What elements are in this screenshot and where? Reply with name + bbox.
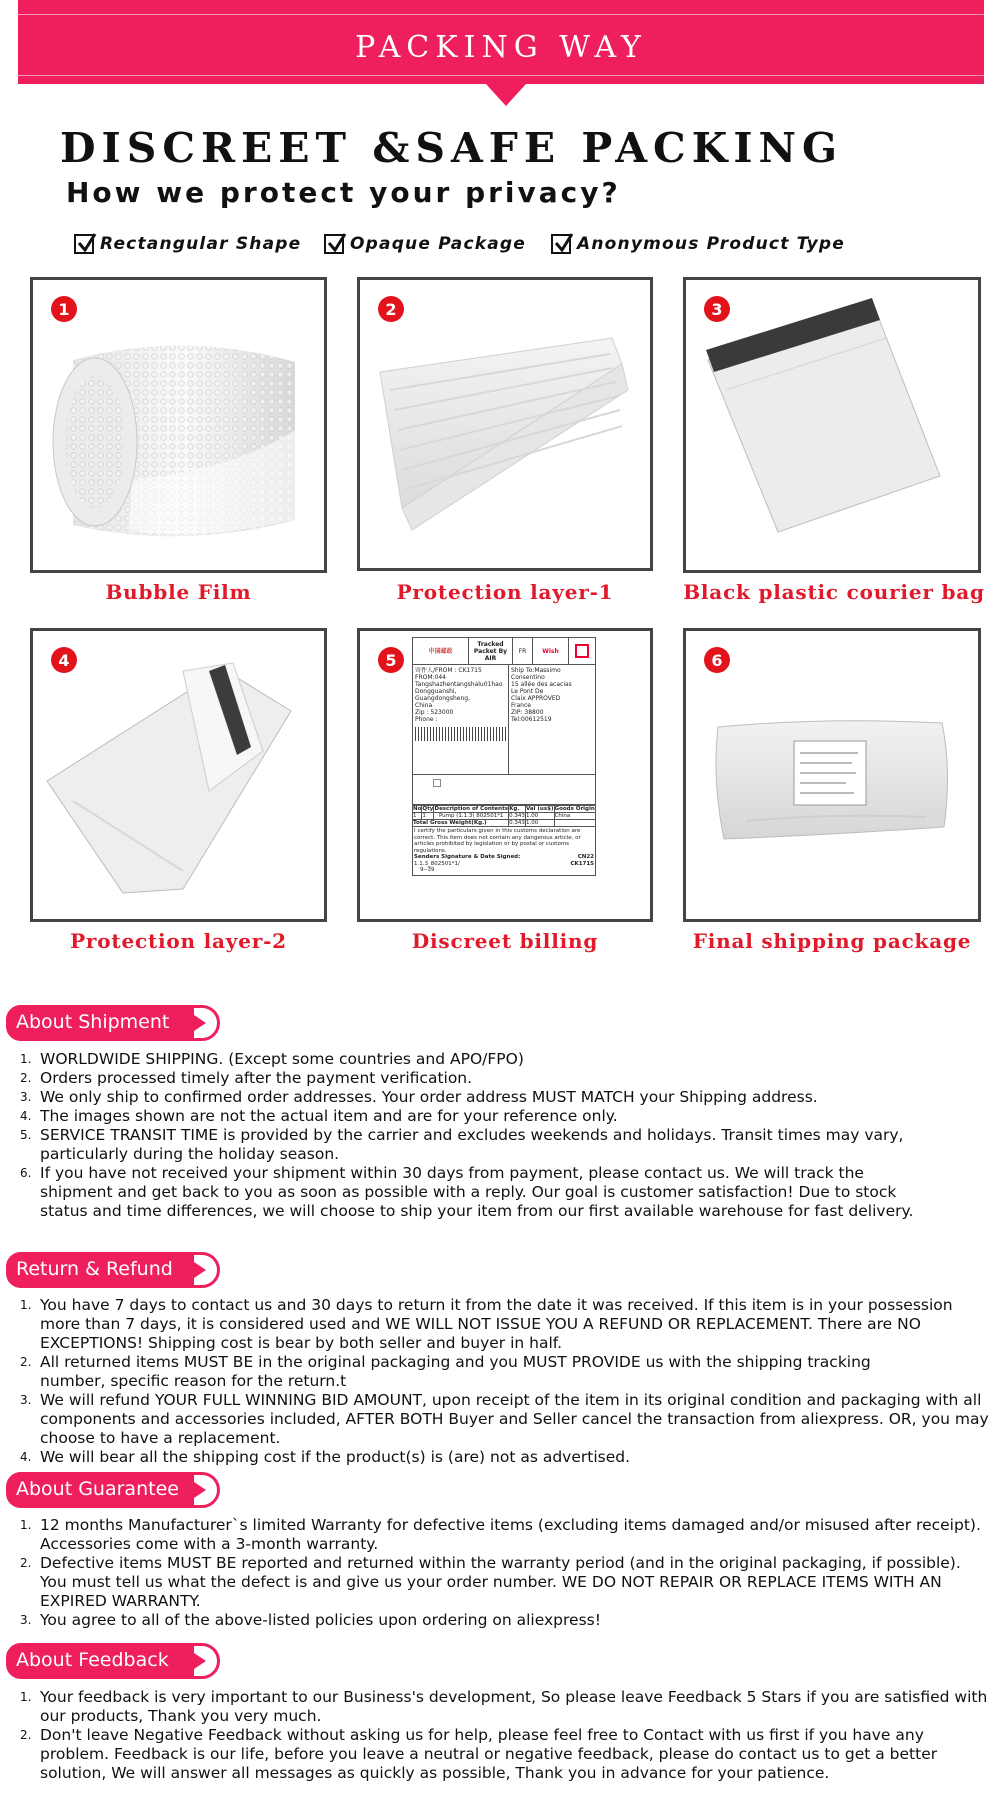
list-item: 4. We will bear all the shipping cost if the product(s) is (are) not as advertised. [20,1448,630,1466]
list-item: 2. Defective items MUST BE reported and returned within the warranty period (and in the original packaging, if possible). You must tell us what the defect is and give us your order number. WE DO NOT REPAIR OR REPLACE ITEMS WITH AN EXPIRED WARRANTY. [20,1554,961,1610]
to-line: France [511,702,531,709]
list-item-text: We will bear all the shipping cost if the product(s) is (are) not as advertised. [40,1448,630,1466]
list-item-text: SERVICE TRANSIT TIME is provided by the carrier and excludes weekends and holidays. Transit times may vary, particularly during the holiday season. [40,1126,904,1163]
from-line: China [415,702,433,709]
card-caption: Discreet billing [411,929,599,953]
stamp-icon [575,644,589,658]
list-item: 3. We will refund YOUR FULL WINNING BID AMOUNT, upon receipt of the item in its original condition and packaging with all components and accessories included, AFTER BOTH Buyer and Seller cancel the transaction from aliexpress. OR, you may choose to have a replacement. [20,1391,989,1447]
sender-code: CK1715 [570,860,594,867]
feature-label: Rectangular Shape [100,234,302,254]
card-caption: Black plastic courier bag [683,580,985,604]
card-protection-layer-2 [30,628,327,922]
to-line: ZIP: 38800 [511,709,544,716]
checkbox-checked-icon [324,234,344,254]
table-cell: 0.343 [509,813,525,819]
checkbox-checked-icon [551,234,571,254]
to-line: Claix APPROVED [511,695,561,702]
card-discreet-billing [357,628,653,922]
broken-image-icon [433,779,441,787]
courier-bag-image [686,280,978,570]
step-number-badge: 4 [51,647,77,673]
from-line: Zip : 523000 [415,709,454,716]
card-courier-bag [683,277,981,573]
step-number-badge: 5 [378,647,404,673]
section-title: About Guarantee [16,1478,179,1500]
play-arrow-icon [194,1653,206,1669]
section-title: About Shipment [16,1011,170,1033]
feature-rectangular-shape [74,230,301,258]
recipient-address [509,665,595,774]
wish-logo: Wish [533,638,569,664]
list-item-text: If you have not received your shipment within 30 days from payment, please contact us. We will track the shipment and get back to you as soon as possible with a reply. Our goal is customer satisfaction! Due to stock status and time differences, we will choose to ship your item from our first available warehouse for fast delivery. [40,1164,914,1220]
table-cell: Pump (1.1.3) 802501*1 [434,813,509,820]
list-item: 1. WORLDWIDE SHIPPING. (Except some countries and APO/FPO) [20,1050,524,1068]
image-placeholder [412,775,596,805]
to-line: Le Pont De [511,688,544,695]
play-arrow-icon [194,1482,206,1498]
item-reference-2: 9--39 [420,867,435,873]
card-caption: Protection layer-2 [70,929,287,953]
return-refund-list [18,1296,990,1467]
page-heading: DISCREET &SAFE PACKING [60,124,843,172]
china-post-logo: 中国邮政 [413,638,469,664]
table-cell: 1.00 [525,813,554,820]
list-item-text: We only ship to confirmed order addresses. Your order address MUST MATCH your Shipping address. [40,1088,818,1106]
list-item-text: The images shown are not the actual item and are for your reference only. [40,1107,618,1125]
from-line: Guangdongsheng, [415,695,470,702]
table-header: Description of Contents [434,806,508,812]
page-subheading: How we protect your privacy? [66,176,621,209]
wrapped-bag-image [33,631,324,919]
banner-bottom-rule [18,75,984,76]
list-item: 1. 12 months Manufacturer`s limited Warranty for defective items (excluding items damaged and/or misused after receipt). Accessories come with a 3-month warranty. [20,1516,981,1553]
section-tag-guarantee [6,1472,220,1508]
list-item-text: WORLDWIDE SHIPPING. (Except some countries and APO/FPO) [40,1050,524,1068]
banner-title: PACKING WAY [355,30,647,65]
list-item-text: You agree to all of the above-listed policies upon ordering on aliexpress! [40,1611,601,1629]
from-line: Tangshazhentangshalu01hao [415,681,503,688]
list-item: 1. You have 7 days to contact us and 30 days to return it from the date it was received. If this item is in your possession more than 7 days, it is considered used and WE WILL NOT ISSUE YOU A REFUND OR REPLACEMENT. There are NO EXCEPTIONS! Shipping cost is bear by both seller and buyer in half. [20,1296,953,1352]
card-final-package [683,628,981,922]
label-country: FR [513,638,533,664]
item-reference: 1.1.3_802501*1/ [414,860,460,867]
card-caption: Bubble Film [105,580,252,604]
play-arrow-icon [194,1262,206,1278]
feature-label: Anonymous Product Type [577,234,846,254]
card-bubble-film [30,277,327,573]
list-item: 3. We only ship to confirmed order addresses. Your order address MUST MATCH your Shipping address. [20,1088,818,1106]
feature-opaque-package [324,230,526,258]
foam-sheet-image [360,280,650,568]
table-header: Val (us$) [525,806,554,812]
list-item-text: You have 7 days to contact us and 30 days to return it from the date it was received. If this item is in your possession more than 7 days, it is considered used and WE WILL NOT ISSUE YOU A REFUND OR REPLACEMENT. There are NO EXCEPTIONS! Shipping cost is bear by both seller and buyer in half. [40,1296,953,1352]
to-line: Tel:00612519 [511,716,552,723]
table-cell: 1 [422,813,434,820]
list-item-text: Don't leave Negative Feedback without asking us for help, please feel free to Contact with us first if you have any problem. Feedback is our life, before you leave a neutral or negative feedback, please do contact us to get a better solution, We will answer all messages as quickly as possible, Thank you in advance for your patience. [40,1726,938,1782]
shipping-label-document [412,637,596,876]
sender-address [413,665,509,774]
step-number-badge: 3 [704,296,730,322]
table-total-label: Total Gross Weight(Kg.) [413,820,509,827]
barcode [415,727,506,741]
step-number-badge: 1 [51,296,77,322]
list-item: 2. Don't leave Negative Feedback without asking us for help, please feel free to Contact with us first if you have any problem. Feedback is our life, before you leave a neutral or negative feedback, please do contact us to get a better solution, We will answer all messages as quickly as possible, Thank you in advance for your patience. [20,1726,938,1782]
customs-declaration [412,827,596,876]
declaration-text: I certify the particulars given in this customs declaration are correct. This item does not contain any dangerous article, or articles prohibited by legislation or by postal or customs regulations. [414,828,581,854]
play-arrow-icon [194,1015,206,1031]
final-package-image [686,631,978,919]
list-item-text: 12 months Manufacturer`s limited Warranty for defective items (excluding items damaged and/or misused after receipt). Accessories come with a 3-month warranty. [40,1516,981,1553]
from-line: Phone : [415,716,438,723]
list-item-text: We will refund YOUR FULL WINNING BID AMOUNT, upon receipt of the item in its original condition and packaging with all components and accessories included, AFTER BOTH Buyer and Seller cancel the transaction from aliexpress. OR, you may choose to have a replacement. [40,1391,989,1447]
table-header: Goods Origin [554,806,595,812]
from-line: FROM:044 [415,674,446,681]
section-tag-return-refund [6,1252,220,1288]
checkbox-checked-icon [74,234,94,254]
packing-way-banner [18,0,984,84]
to-line: Ship To:Massimo [511,667,561,674]
banner-arrow-icon [486,84,526,106]
list-item: 6. If you have not received your shipment within 30 days from payment, please contact us. We will track the shipment and get back to you as soon as possible with a reply. Our goal is customer satisfaction! Due to stock status and time differences, we will choose to ship your item from our first available warehouse for fast delivery. [20,1164,914,1220]
to-line: Consentino [511,674,545,681]
list-item: 2. Orders processed timely after the payment verification. [20,1069,473,1087]
feature-label: Opaque Package [350,234,527,254]
card-caption: Final shipping package [692,929,972,953]
list-item-text: Your feedback is very important to our Business's development, So please leave Feedback 5 Stars if you are satisfied with our products, Thank you very much. [40,1688,988,1725]
table-header: Qty [422,806,434,812]
feedback-list [18,1688,990,1783]
table-total-value: 0.343 [509,820,525,826]
table-cell: 1 [413,813,422,820]
step-number-badge: 2 [378,296,404,322]
section-tag-shipment [6,1005,220,1041]
from-line: Dongguanshi, [415,688,457,695]
from-line: 寄件人/FROM : CK1715 [415,667,482,674]
list-item-text: Orders processed timely after the payment verification. [40,1069,473,1087]
table-header: No [413,806,422,812]
shipment-list [18,1050,990,1221]
list-item: 1. Your feedback is very important to our Business's development, So please leave Feedback 5 Stars if you are satisfied with our products, Thank you very much. [20,1688,988,1725]
list-item-text: Defective items MUST BE reported and returned within the warranty period (and in the original packaging, if possible). You must tell us what the defect is and give us your order number. WE DO NOT REPAIR OR REPLACE ITEMS WITH AN EXPIRED WARRANTY. [40,1554,961,1610]
bubble-film-roll-image [33,280,324,570]
cn22-label: CN22 [577,854,594,860]
signature-label: Senders Signature & Date Signed: [414,854,521,860]
table-total-value: 1.00 [525,820,554,827]
list-item: 2. All returned items MUST BE in the original packaging and you MUST PROVIDE us with the shipping tracking number, specific reason for the return.t [20,1353,871,1390]
label-service-type: Tracked Packet By AIR [469,638,513,664]
card-caption: Protection layer-1 [396,580,614,604]
to-line: 15 allée des acacias [511,681,572,688]
list-item-text: All returned items MUST BE in the original packaging and you MUST PROVIDE us with the shipping tracking number, specific reason for the return.t [40,1353,871,1390]
table-header: Kg. [509,806,526,813]
table-cell: China [554,813,595,820]
customs-table [412,805,596,827]
feature-anonymous-product-type [551,230,845,258]
step-number-badge: 6 [704,647,730,673]
list-item: 4. The images shown are not the actual item and are for your reference only. [20,1107,618,1125]
section-tag-feedback [6,1643,220,1679]
list-item: 3. You agree to all of the above-listed policies upon ordering on aliexpress! [20,1611,601,1629]
card-protection-layer-1 [357,277,653,571]
guarantee-list [18,1516,990,1630]
list-item: 5. SERVICE TRANSIT TIME is provided by the carrier and excludes weekends and holidays. Transit times may vary, particularly during the holiday season. [20,1126,904,1163]
section-title: About Feedback [16,1649,169,1671]
banner-top-rule [18,14,984,15]
section-title: Return & Refund [16,1258,173,1280]
